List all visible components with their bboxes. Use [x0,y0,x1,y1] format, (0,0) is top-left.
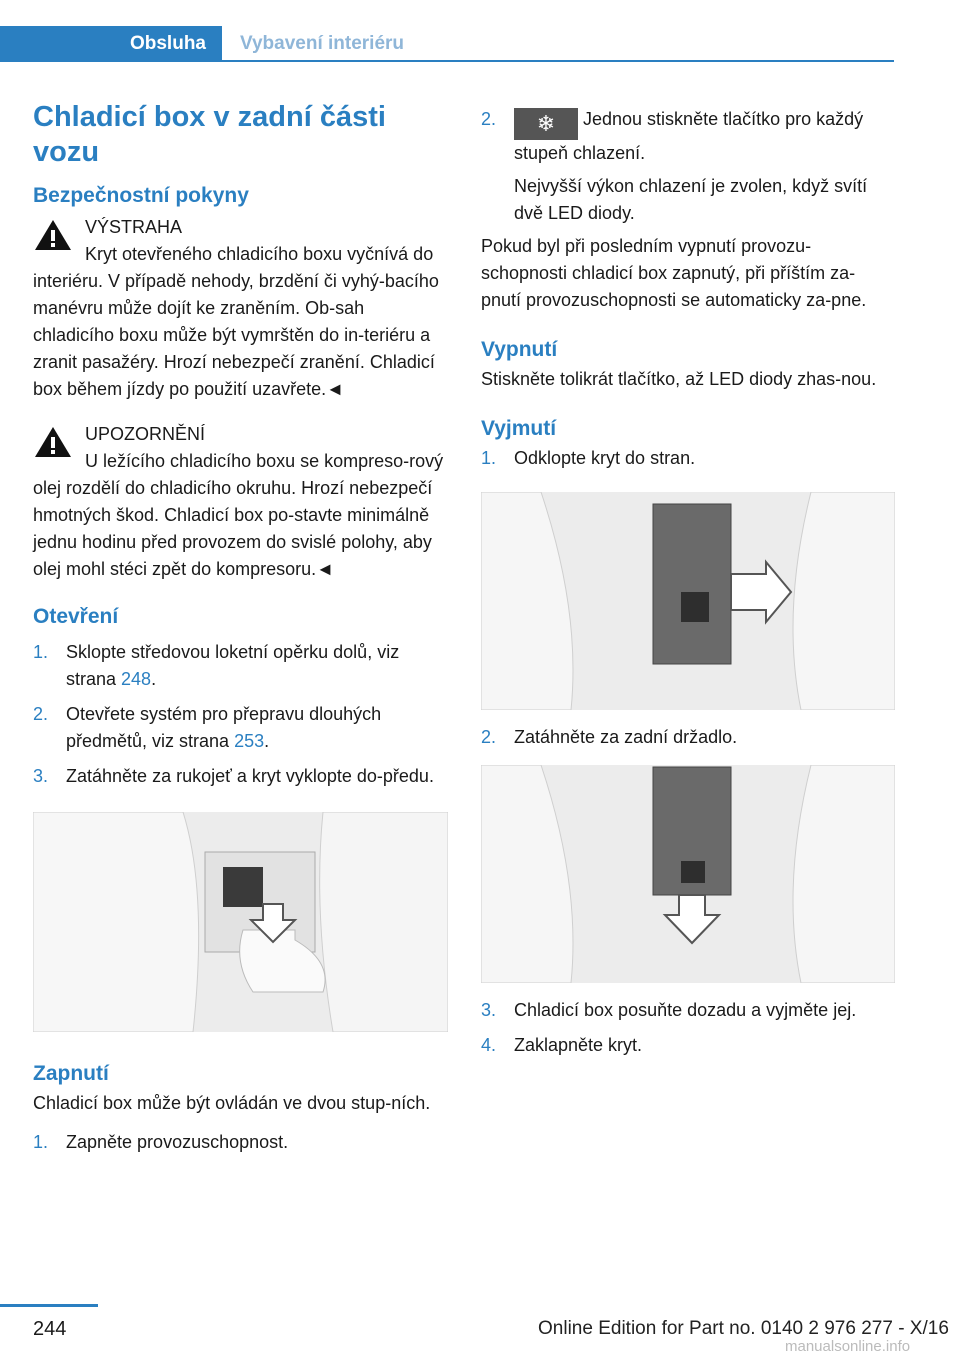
list-item: 1. Sklopte středovou loketní opěrku dolů, viz strana 248. [33,642,400,689]
photo-open-cover [481,492,895,710]
cover-open-illustration [481,492,895,710]
on-heading: Zapnutí [33,1062,109,1085]
notice-label: UPOZORNĚNÍ [85,424,206,444]
header-tab-inactive: Vybavení interiéru [240,33,405,54]
right-column [481,100,895,1067]
off-heading: Vypnutí [481,338,558,361]
list-item: 2. Zatáhněte za zadní držadlo. [481,727,738,747]
remove-steps [481,445,895,472]
warning-label: VÝSTRAHA [85,217,183,237]
snowflake-button-icon: ❄ [514,108,578,140]
left-column [33,100,448,1164]
watermark: manualsonline.info [785,1338,911,1355]
on-steps-continued [481,106,895,167]
remove-steps-2 [481,724,895,751]
safety-heading: Bezpečnostní pokyny [33,184,249,207]
step2-note: Nejvyšší výkon chlazení je zvolen, když svítí dvě LED diody. [514,176,868,223]
pull-handle-illustration [481,765,895,983]
page-link[interactable]: 248 [121,669,152,689]
armrest-illustration [33,812,448,1032]
paragraph: Pokud byl při posledním vypnutí provozu-schopnosti chladicí box zapnutý, při příštím za-pnutí provozuschopnosti se automaticky za-pne. [481,236,867,310]
photo-pull-handle [481,765,895,983]
off-text: Stiskněte tolikrát tlačítko, až LED diody zhas-nou. [481,369,877,389]
remove-heading: Vyjmutí [481,417,557,440]
list-item: 1. Odklopte kryt do stran. [481,448,696,468]
warning-icon [33,218,73,252]
list-item: 4. Zaklapněte kryt. [481,1035,643,1055]
warning-text: Kryt otevřeného chladicího boxu vyčnívá do interiéru. V případě nehody, brzdění či vyhý-bacího manévru může dojít ke zraněním. Ob-sah chladicího boxu může být vymrštěn do in-teriéru a zranit pasažéry. Hrozí nebezpečí zranění. Chladicí box během jízdy po použití uzavřete.◄ [33,244,439,399]
list-item: 3. Zatáhněte za rukojeť a kryt vyklopte do-předu. [33,766,434,786]
page-number: 244 [33,1318,67,1340]
list-item: 2. ❄ Jednou stiskněte tlačítko pro každý stupeň chlazení. [481,109,864,163]
page-link[interactable]: 253 [234,731,265,751]
open-steps [33,639,448,790]
warning-icon [33,425,73,459]
list-item: 1. Zapněte provozuschopnost. [33,1132,289,1152]
footer-rule [0,1304,98,1307]
notice-block [33,421,448,583]
open-heading: Otevření [33,605,119,628]
header-rule [222,60,894,62]
header-tab-active: Obsluha [0,26,222,62]
notice-text: U ležícího chladicího boxu se kompreso-rový olej rozdělí do chladicího okruhu. Hrozí nebezpečí hmotných škod. Chladicí box po-stavte minimálně jednu hodinu před provozem do svislé polohy, aby olej mohl stéci zpět do kompresoru.◄ [33,451,444,579]
page-title: Chladicí box v zadní části vozu [33,101,386,168]
list-item: 3. Chladicí box posuňte dozadu a vyjměte jej. [481,1000,857,1020]
on-steps [33,1129,448,1156]
on-text: Chladicí box může být ovládán ve dvou stup-ních. [33,1093,431,1113]
edition-text: Online Edition for Part no. 0140 2 976 277 - X/16 [538,1318,949,1339]
list-item: 2. Otevřete systém pro přepravu dlouhých předmětů, viz strana 253. [33,704,382,751]
warning-block [33,214,448,403]
remove-steps-3 [481,997,895,1059]
photo-armrest-cooler [33,812,448,1032]
